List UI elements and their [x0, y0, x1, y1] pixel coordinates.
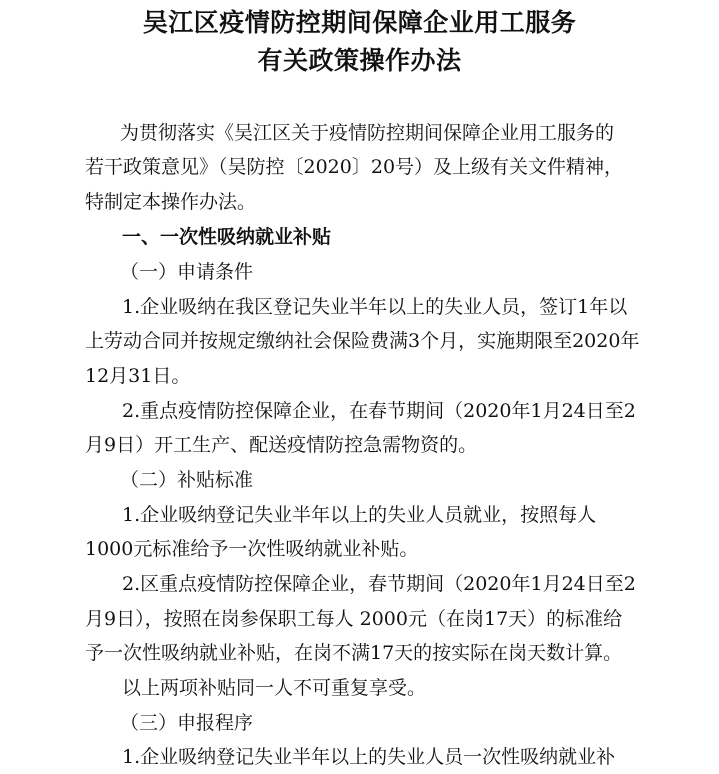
intro-line-1: 为贯彻落实《吴江区关于疫情防控期间保障企业用工服务的: [120, 122, 615, 144]
intro-line-3: 特制定本操作办法。: [85, 191, 257, 213]
standard-1-line-1: 1.企业吸纳登记失业半年以上的失业人员就业，按照每人: [122, 504, 597, 526]
standard-2-line-2: 月9日），按照在岗参保职工每人 2000元（在岗17天）的标准给: [85, 608, 623, 630]
document-title-line-1: 吴江区疫情防控期间保障企业用工服务: [142, 8, 577, 37]
subsection-heading-3: （三）申报程序: [120, 712, 254, 734]
standard-2-line-3: 予一次性吸纳就业补贴，在岗不满17天的按实际在岗天数计算。: [85, 642, 623, 664]
subsection-heading-2: （二）补贴标准: [120, 469, 254, 491]
intro-line-2: 若干政策意见》（吴防控〔2020〕20号）及上级有关文件精神，: [85, 156, 624, 178]
condition-2-line-2: 月9日）开工生产、配送疫情防控急需物资的。: [85, 434, 478, 456]
condition-2-line-1: 2.重点疫情防控保障企业，在春节期间（2020年1月24日至2: [122, 400, 636, 422]
condition-1-line-3: 12月31日。: [85, 365, 191, 387]
standard-2-line-1: 2.区重点疫情防控保障企业，春节期间（2020年1月24日至2: [122, 573, 636, 595]
note-line: 以上两项补贴同一人不可重复享受。: [122, 677, 427, 699]
condition-1-line-1: 1.企业吸纳在我区登记失业半年以上的失业人员，签订1年以: [122, 296, 628, 318]
subsection-heading-1: （一）申请条件: [120, 261, 254, 283]
standard-1-line-2: 1000元标准给予一次性吸纳就业补贴。: [85, 538, 419, 560]
procedure-1-line-1: 1.企业吸纳登记失业半年以上的失业人员一次性吸纳就业补: [122, 746, 616, 768]
document-title-line-2: 有关政策操作办法: [257, 46, 462, 75]
section-heading-1: 一、一次性吸纳就业补贴: [122, 226, 332, 248]
condition-1-line-2: 上劳动合同并按规定缴纳社会保险费满3个月，实施期限至2020年: [85, 330, 640, 352]
